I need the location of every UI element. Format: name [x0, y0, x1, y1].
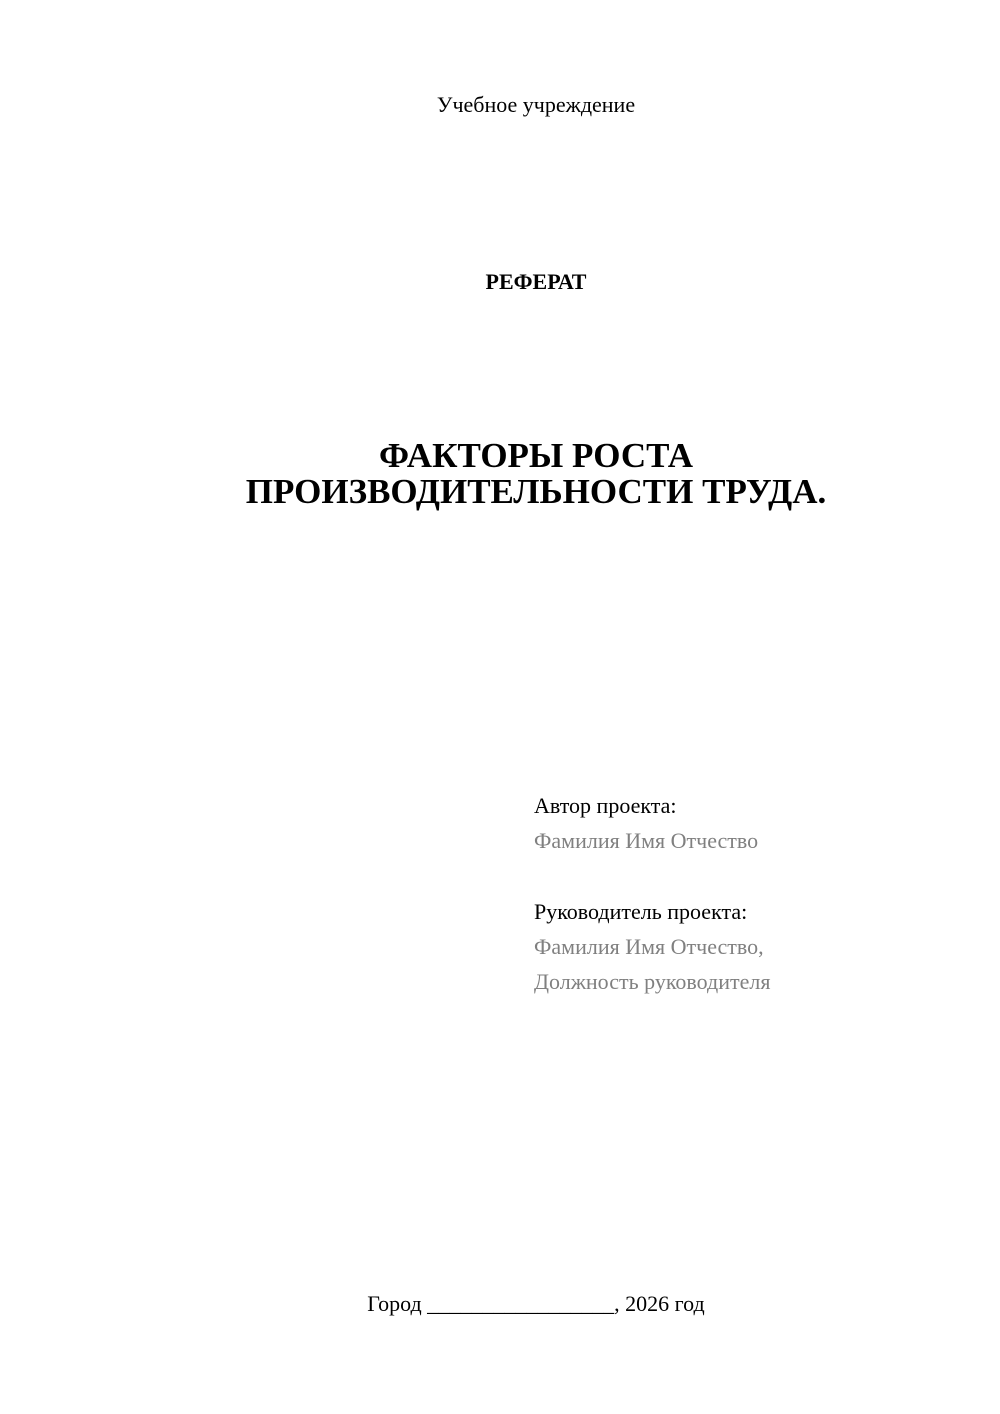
- author-label: Автор проекта:: [534, 793, 677, 818]
- institution-name: Учебное учреждение: [436, 92, 636, 117]
- project-credits: [534, 788, 974, 999]
- document-title-line-2: ПРОИЗВОДИТЕЛЬНОСТИ ТРУДА.: [245, 472, 827, 511]
- document-type: РЕФЕРАТ: [485, 269, 587, 294]
- supervisor-label: Руководитель проекта:: [534, 899, 748, 924]
- city-year-line: Город _________________, 2026 год: [367, 1291, 705, 1316]
- document-title: [0, 438, 1000, 510]
- document-title-line-1: ФАКТОРЫ РОСТА: [378, 436, 694, 475]
- credits-spacer: [534, 858, 974, 894]
- author-name: Фамилия Имя Отчество: [534, 828, 759, 853]
- supervisor-position: Должность руководителя: [534, 969, 771, 994]
- supervisor-name: Фамилия Имя Отчество,: [534, 934, 764, 959]
